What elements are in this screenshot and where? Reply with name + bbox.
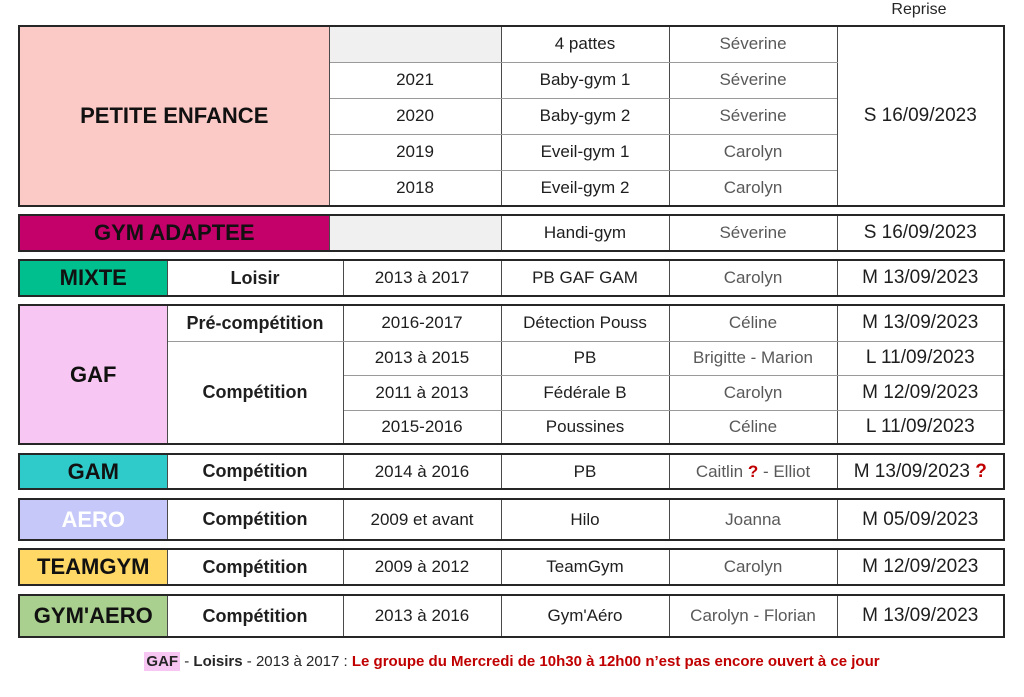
reprise-cell: M 12/09/2023 [837,375,1004,410]
table-row [19,499,1004,540]
group-cell: Fédérale B [501,375,669,410]
reprise-cell: M 13/09/2023 [837,260,1004,296]
years-cell: 2018 [329,170,501,206]
group-cell: Handi-gym [501,215,669,251]
group-cell: Baby-gym 1 [501,62,669,98]
table-row [19,341,1004,375]
reprise-date: M 13/09/2023 [853,460,970,482]
category-label: GYM'AERO [19,595,167,637]
group-cell: TeamGym [501,549,669,585]
block-petite-enfance [18,25,1005,207]
table-row [19,215,1004,251]
level-cell: Compétition [167,341,343,444]
coach-cell: Carolyn [669,549,837,585]
block-aero [18,498,1005,541]
group-cell: PB GAF GAM [501,260,669,296]
block-gym-aero [18,594,1005,638]
block-teamgym [18,548,1005,586]
coach-cell: Céline [669,305,837,341]
coach-cell: Carolyn [669,375,837,410]
category-label: PETITE ENFANCE [19,26,329,206]
coach-cell: Séverine [669,215,837,251]
category-label: GAM [19,454,167,489]
reprise-cell: L 11/09/2023 [837,410,1004,444]
footer-message: Le groupe du Mercredi de 10h30 à 12h00 n’est pas encore ouvert à ce jour [351,653,880,670]
group-cell: Gym'Aéro [501,595,669,637]
category-label: TEAMGYM [19,549,167,585]
coach-cell: Séverine [669,98,837,134]
level-cell: Compétition [167,499,343,540]
years-cell: 2011 à 2013 [343,375,501,410]
category-label: GYM ADAPTEE [19,215,329,251]
years-cell: 2013 à 2017 [343,260,501,296]
table-row [19,260,1004,296]
group-cell: Hilo [501,499,669,540]
uncertain-mark: ? [975,460,987,482]
reprise-cell: L 11/09/2023 [837,341,1004,375]
category-label: MIXTE [19,260,167,296]
category-label: GAF [19,305,167,444]
years-cell: 2013 à 2016 [343,595,501,637]
years-cell: 2019 [329,134,501,170]
block-gaf [18,304,1005,445]
footer-years: - 2013 à 2017 : [246,653,348,670]
block-gym-adaptee [18,214,1005,252]
group-cell: PB [501,341,669,375]
level-cell: Loisir [167,260,343,296]
coach-cell: Céline [669,410,837,444]
group-cell: Poussines [501,410,669,444]
years-cell: 2020 [329,98,501,134]
level-cell: Compétition [167,595,343,637]
footer-tag: GAF [146,653,179,670]
coach-name: Caitlin [695,461,744,481]
level-cell: Compétition [167,549,343,585]
reprise-cell: M 13/09/2023 [837,595,1004,637]
level-cell: Compétition [167,454,343,489]
years-cell: 2015-2016 [343,410,501,444]
years-cell: 2009 à 2012 [343,549,501,585]
uncertain-mark: ? [747,461,759,481]
coach-cell [669,454,837,489]
reprise-cell [837,454,1004,489]
footer-section: Loisirs [193,653,243,670]
group-cell: Détection Pouss [501,305,669,341]
coach-cell: Carolyn - Florian [669,595,837,637]
empty-cell [329,26,501,62]
years-cell: 2013 à 2015 [343,341,501,375]
footer-note [0,651,1024,673]
years-cell: 2021 [329,62,501,98]
coach-cell: Joanna [669,499,837,540]
years-cell: 2016-2017 [343,305,501,341]
coach-cell: Séverine [669,62,837,98]
reprise-column-header: Reprise [891,1,947,18]
table-row [19,595,1004,637]
block-gam [18,453,1005,490]
coach-cell: Brigitte - Marion [669,341,837,375]
block-mixte [18,259,1005,297]
coach-cell: Séverine [669,26,837,62]
table-row [19,305,1004,341]
table-row [19,26,1004,62]
category-label: AERO [19,499,167,540]
reprise-cell: M 12/09/2023 [837,549,1004,585]
group-cell: 4 pattes [501,26,669,62]
coach-cell: Carolyn [669,260,837,296]
group-cell: Eveil-gym 2 [501,170,669,206]
level-cell: Pré-compétition [167,305,343,341]
reprise-cell: M 05/09/2023 [837,499,1004,540]
years-cell: 2014 à 2016 [343,454,501,489]
table-row [19,549,1004,585]
group-cell: PB [501,454,669,489]
group-cell: Baby-gym 2 [501,98,669,134]
table-row [19,454,1004,489]
coach-cell: Carolyn [669,170,837,206]
footer-separator: - [184,653,190,670]
coach-name: - Elliot [762,461,811,481]
years-cell: 2009 et avant [343,499,501,540]
reprise-cell: S 16/09/2023 [837,26,1004,206]
reprise-cell: M 13/09/2023 [837,305,1004,341]
reprise-cell: S 16/09/2023 [837,215,1004,251]
coach-cell: Carolyn [669,134,837,170]
group-cell: Eveil-gym 1 [501,134,669,170]
empty-cell [329,215,501,251]
